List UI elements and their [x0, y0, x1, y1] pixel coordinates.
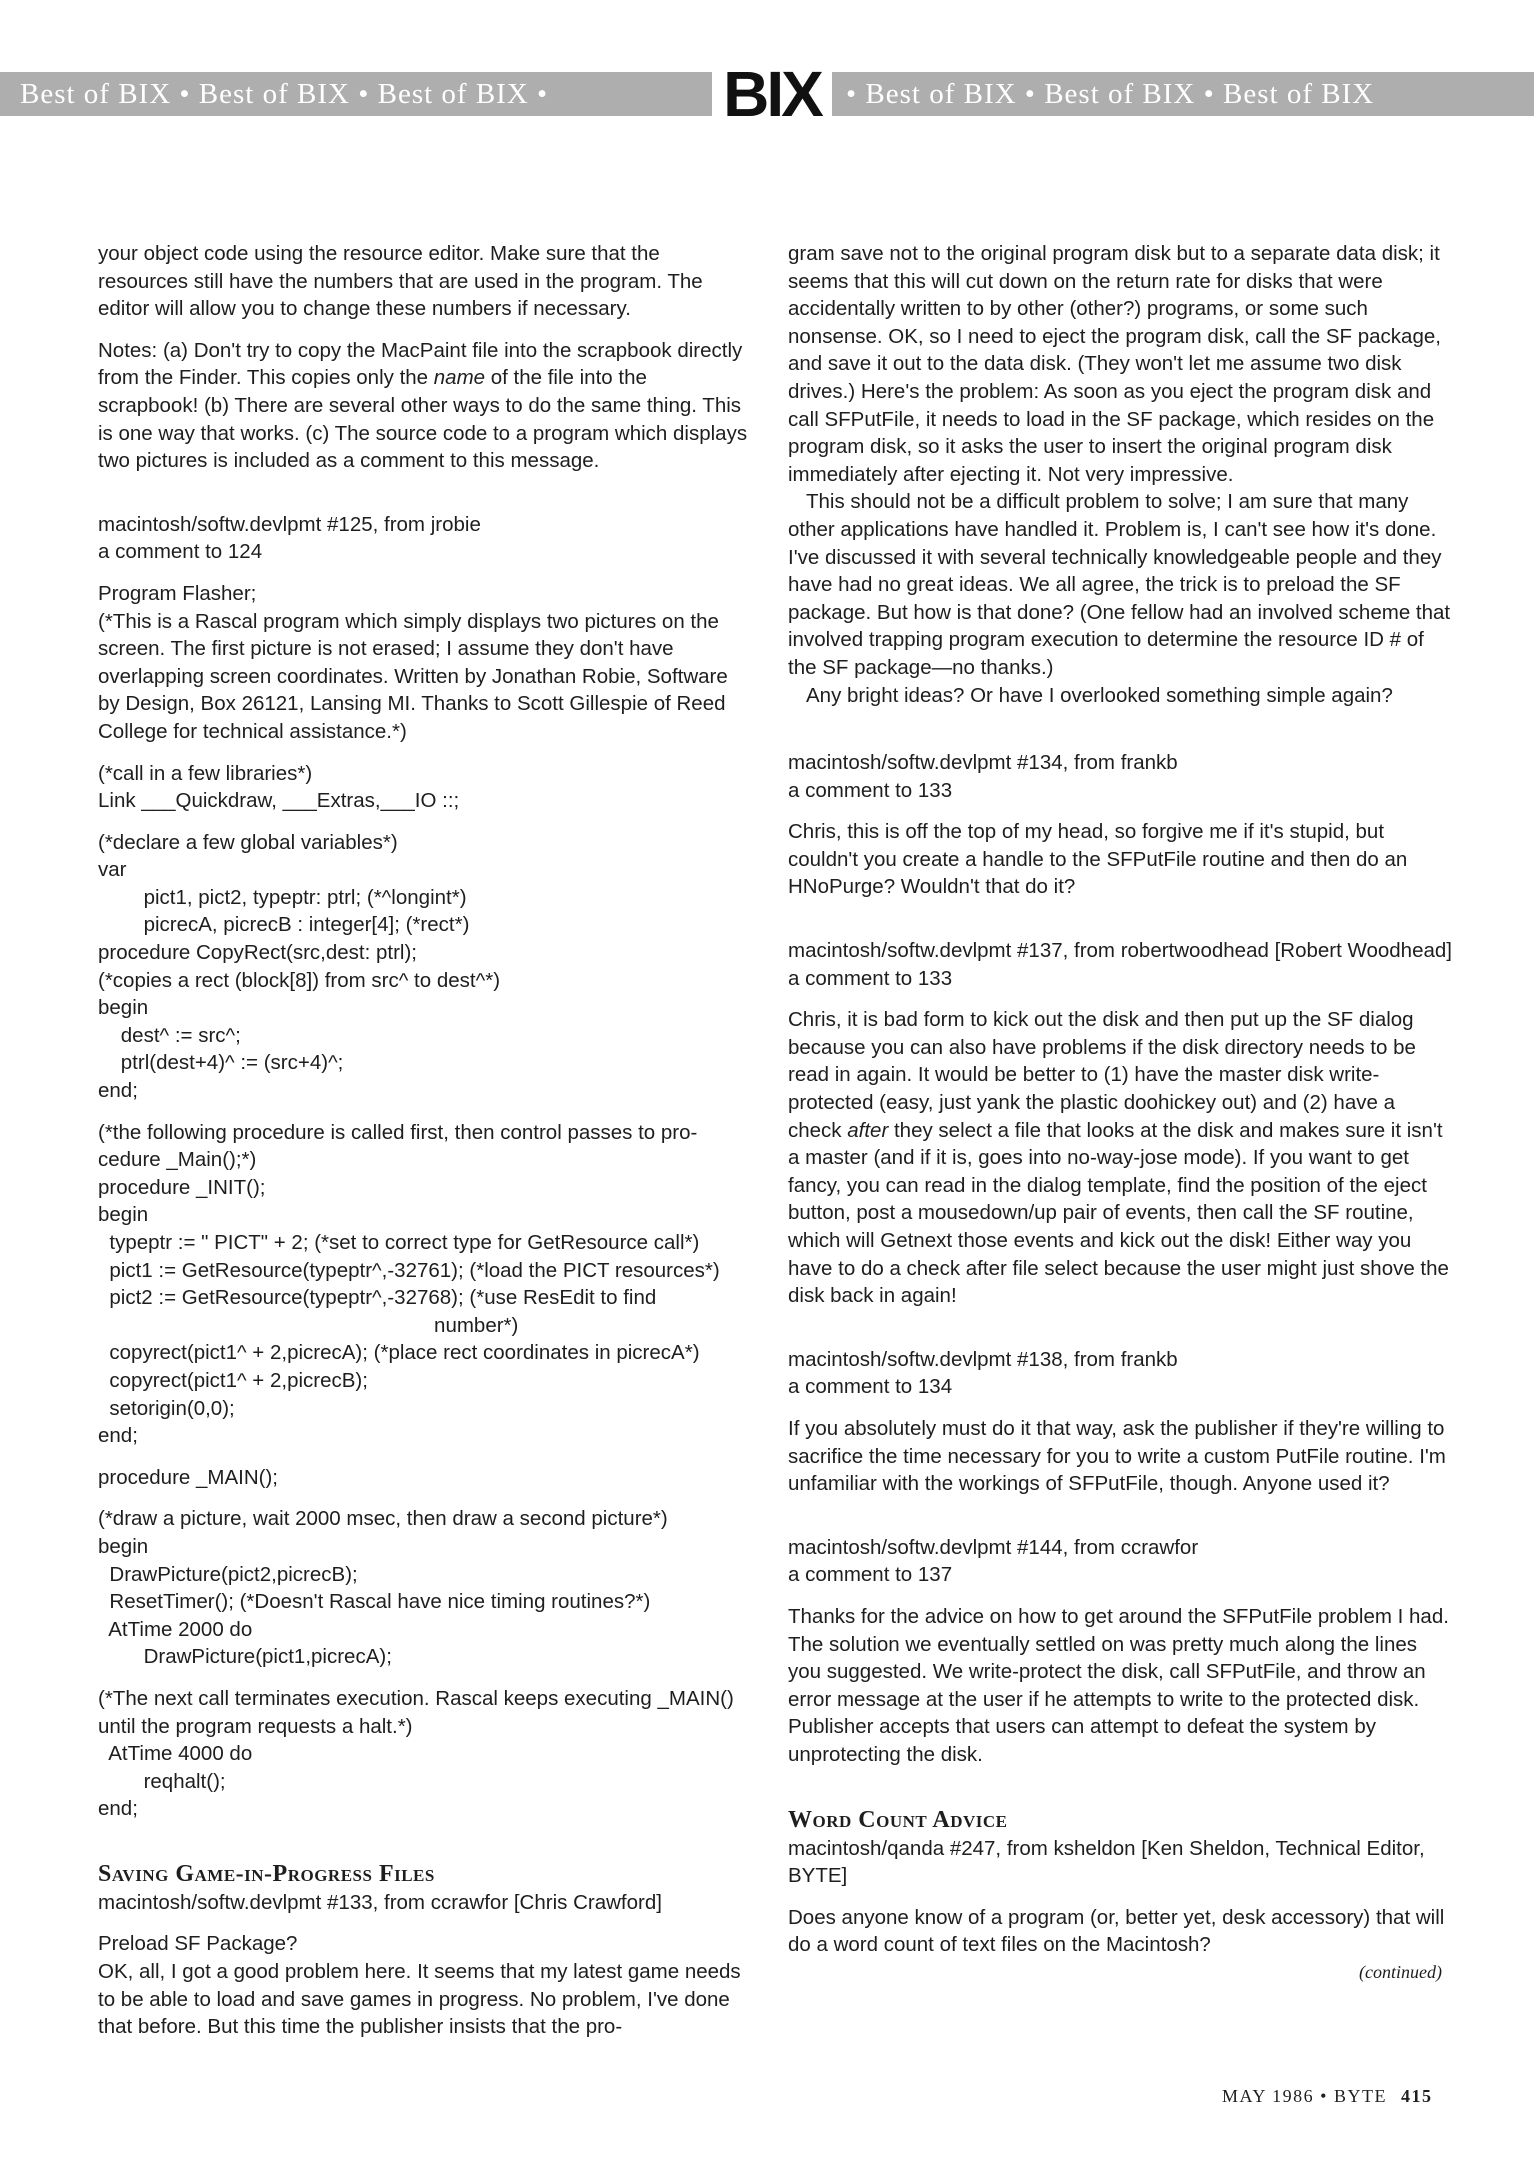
- bix-logo: BIX: [723, 58, 821, 130]
- message-header: macintosh/qanda #247, from ksheldon [Ken Sheldon, Technical Editor, BYTE]: [788, 1836, 1425, 1888]
- left-column: [98, 240, 752, 2055]
- section-heading: Saving Game-in-Progress Files: [98, 1860, 435, 1887]
- message-comment-ref: a comment to 133: [788, 966, 953, 990]
- message-header: macintosh/softw.devlpmt #137, from robertwoodhead [Robert Woodhead]: [788, 939, 1452, 963]
- message-body: Chris, this is off the top of my head, so forgive me if it's stupid, but couldn't you create a handle to the SFPutFile routine and then do an HNoPurge? Wouldn't that do it?: [788, 820, 1408, 899]
- message-header: macintosh/softw.devlpmt #133, from ccrawfor [Chris Crawford]: [98, 1890, 662, 1914]
- section-heading: Word Count Advice: [788, 1806, 1008, 1833]
- code-block: (*the following procedure is called first, then control passes to pro- cedure _Main();*) procedure _INIT(); begin typeptr := " PICT" + 2; (*set to correct type for GetResource call*) pict1 := GetResource(typeptr^,-32761); (*load the PICT resources*) pict2 := GetResource(typeptr^,-32768); (*use ResEdit to find number*) copyrect(pict1^ + 2,picrecA); (*place rect coordinates in picrecA*) copyrect(pict1^ + 2,picrecB); setorigin(0,0); end;: [98, 1120, 720, 1448]
- message-comment-ref: a comment to 133: [788, 778, 953, 802]
- banner-right-strip: • Best of BIX • Best of BIX • Best of BIX: [832, 72, 1534, 116]
- message-body: gram save not to the original program disk but to a separate data disk; it seems that this will cut down on the return rate for disks that were accidentally written to by other (other?) programs, or some such nonsense. OK, so I need to eject the program disk, call the SF package, and save it out to the data disk. (They won't let me assume two disk drives.) Here's the problem: As soon as you eject the program disk and call SFPutFile, it needs to load in the SF package, which resides on the program disk, so it asks the user to insert the original program disk immediately after ejecting it. Not very impressive.: [788, 242, 1441, 486]
- continued-note: (continued): [1359, 1961, 1442, 1982]
- intro-paragraph: your object code using the resource editor. Make sure that the resources still have the numbers that are used in the program. The editor will allow you to change these numbers if necessary.: [98, 242, 703, 321]
- program-title: Program Flasher;: [98, 581, 257, 605]
- message-comment-ref: a comment to 137: [788, 1563, 953, 1587]
- banner-left-strip: Best of BIX • Best of BIX • Best of BIX •: [0, 72, 712, 116]
- message-subject: Preload SF Package?: [98, 1932, 298, 1956]
- page-footer: [1222, 2086, 1432, 2107]
- code-block: (*The next call terminates execution. Rascal keeps executing _MAIN() until the program requests a halt.*) AtTime 4000 do reqhalt(); end;: [98, 1686, 734, 1821]
- code-block: procedure _MAIN();: [98, 1465, 279, 1489]
- message-header: macintosh/softw.devlpmt #134, from frankb: [788, 751, 1178, 775]
- message-body: Does anyone know of a program (or, better yet, desk accessory) that will do a word count of text files on the Macintosh?: [788, 1905, 1445, 1957]
- message-header: macintosh/softw.devlpmt #138, from frankb: [788, 1347, 1178, 1371]
- message-body: Thanks for the advice on how to get around the SFPutFile problem I had. The solution we eventually settled on was pretty much along the lines you suggested. We write-protect the disk, call SFPutFile, and throw an error message at the user if he attempts to write to the protected disk. Publisher accepts that users can attempt to defeat the system by unprotecting the disk.: [788, 1604, 1449, 1766]
- message-body: Any bright ideas? Or have I overlooked something simple again?: [806, 683, 1393, 707]
- right-column: [788, 240, 1452, 1986]
- code-block: (*call in a few libraries*) Link ___Quickdraw, ___Extras,___IO ::;: [98, 761, 460, 813]
- message-body: Chris, it is bad form to kick out the disk and then put up the SF dialog because you can also have problems if the disk directory needs to be read in again. It would be better to (1) have the master disk write-protected (easy, just yank the plastic doohickey out) and (2) have a check after they select a file that looks at the disk and makes sure it isn't a master (and if it is, goes into no-way-jose mode). If you want to get fancy, you can read in the dialog template, find the position of the eject button, post a mousedown/up pair of events, then call the SF routine, which will Getnext those events and kick out the disk! Either way you have to do a check after file select because the user might just shove the disk back in again!: [788, 1008, 1449, 1308]
- issue-date: MAY 1986 • BYTE: [1222, 2086, 1387, 2106]
- code-block: (*declare a few global variables*) var pict1, pict2, typeptr: ptrl; (*^longint*) picrecA, picrecB : integer[4]; (*rect*) procedure CopyRect(src,dest: ptrl); (*copies a rect (block[8]) from src^ to dest^*) begin dest^ := src^; ptrl(dest+4)^ := (src+4)^; end;: [98, 830, 501, 1103]
- notes-paragraph: Notes: (a) Don't try to copy the MacPaint file into the scrapbook directly from the Finder. This copies only the name of the file into the scrapbook! (b) There are several other ways to do the same thing. This is one way that works. (c) The source code to a program which displays two pictures is included as a comment to this message.: [98, 338, 748, 473]
- message-comment-ref: a comment to 124: [98, 540, 263, 564]
- code-block: (*draw a picture, wait 2000 msec, then draw a second picture*) begin DrawPicture(pict2,picrecB); ResetTimer(); (*Doesn't Rascal have nice timing routines?*) AtTime 2000 do DrawPicture(pict1,picrecA);: [98, 1507, 668, 1669]
- message-body: If you absolutely must do it that way, ask the publisher if they're willing to sacrifice the time necessary for you to write a custom PutFile routine. I'm unfamiliar with the workings of SFPutFile, though. Anyone used it?: [788, 1416, 1446, 1496]
- message-comment-ref: a comment to 134: [788, 1375, 953, 1399]
- program-description: (*This is a Rascal program which simply displays two pictures on the screen. The first picture is not erased; I assume they don't have overlapping screen coordinates. Written by Jonathan Robie, Software by Design, Box 26121, Lansing MI. Thanks to Scott Gillespie of Reed College for technical assistance.*): [98, 609, 728, 743]
- best-of-bix-banner: [0, 58, 1534, 130]
- message-header: macintosh/softw.devlpmt #144, from ccrawfor: [788, 1535, 1199, 1559]
- message-header: macintosh/softw.devlpmt #125, from jrobie: [98, 512, 481, 536]
- message-body: This should not be a difficult problem to solve; I am sure that many other applications have handled it. Problem is, I can't see how it's done. I've discussed it with several technically knowledgeable people and they have had no great ideas. We all agree, the trick is to preload the SF package. But how is that done? (One fellow had an involved scheme that involved trapping program execution to determine the resource ID # of the SF package—no thanks.): [788, 490, 1451, 679]
- message-body: OK, all, I got a good problem here. It seems that my latest game needs to be able to load and save games in progress. No problem, I've done that before. But this time the publisher insists that the pro-: [98, 1960, 741, 2039]
- page-number: 415: [1400, 2086, 1433, 2106]
